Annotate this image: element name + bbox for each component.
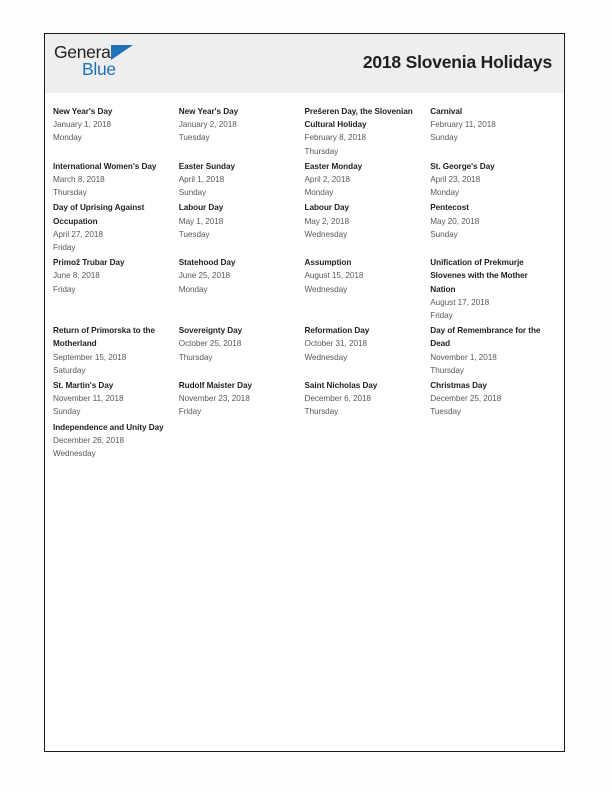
holiday-name: Carnival	[430, 107, 463, 116]
holiday-name: Sovereignty Day	[178, 326, 243, 336]
holiday-entry	[305, 256, 431, 322]
holiday-row	[53, 421, 556, 461]
holiday-weekday: Thursday	[304, 407, 339, 417]
holiday-name: New Year's Day	[53, 107, 113, 116]
holiday-date: August 17, 2018	[430, 297, 490, 307]
holiday-date: January 1, 2018	[53, 120, 111, 130]
holiday-weekday: Monday	[430, 188, 460, 198]
holiday-entry	[430, 201, 556, 254]
holiday-date: December 6, 2018	[304, 394, 372, 404]
holiday-grid	[45, 93, 564, 751]
page-title: 2018 Slovenia Holidays	[362, 52, 552, 72]
holiday-entry	[430, 160, 556, 200]
holiday-weekday: Friday	[53, 284, 76, 294]
holiday-date: May 1, 2018	[178, 216, 224, 226]
holiday-entry	[430, 379, 556, 419]
holiday-entry	[179, 324, 305, 377]
holiday-weekday: Thursday	[430, 365, 464, 375]
holiday-name: Statehood Day	[178, 258, 236, 268]
holiday-weekday: Wednesday	[304, 352, 348, 362]
holiday-entry	[53, 160, 179, 200]
holiday-date: October 31, 2018	[304, 339, 367, 349]
holiday-weekday: Wednesday	[304, 229, 348, 239]
holiday-entry	[430, 324, 556, 377]
holiday-entry	[305, 379, 431, 419]
holiday-name: Independence and Unity Day	[53, 422, 164, 432]
holiday-date: February 11, 2018	[430, 120, 496, 130]
holiday-row	[53, 201, 556, 254]
holiday-date: August 15, 2018	[304, 271, 364, 281]
holiday-weekday: Saturday	[53, 365, 86, 375]
holiday-row	[53, 256, 556, 322]
holiday-date: April 1, 2018	[178, 175, 225, 185]
holiday-name: Reformation Day	[304, 326, 370, 336]
holiday-date: December 26, 2018	[53, 435, 125, 445]
holiday-entry	[305, 160, 431, 200]
holiday-entry	[179, 105, 305, 158]
holiday-weekday: Friday	[178, 407, 202, 417]
holiday-entry	[53, 256, 179, 322]
holiday-entry	[53, 105, 179, 158]
holiday-name: Labour Day	[178, 203, 224, 213]
holiday-name: Assumption	[304, 258, 352, 268]
holiday-date: November 23, 2018	[178, 394, 250, 404]
holiday-entry	[305, 324, 431, 377]
holiday-weekday: Friday	[53, 243, 76, 253]
holiday-name: Day of Uprising Against Occupation	[53, 203, 145, 226]
blue-triangle-flag-icon	[111, 45, 133, 60]
holiday-name: Easter Sunday	[178, 161, 235, 171]
holiday-entry	[179, 201, 305, 254]
holiday-name: Rudolf Maister Day	[178, 381, 253, 391]
holiday-weekday: Tuesday	[178, 229, 210, 239]
holiday-date: April 2, 2018	[304, 175, 350, 185]
holiday-name: Christmas Day	[430, 381, 487, 391]
holiday-entry	[430, 105, 556, 158]
holiday-name: Primož Trubar Day	[53, 258, 125, 268]
holiday-calendar-page	[44, 33, 565, 752]
holiday-name: New Year's Day	[178, 107, 239, 116]
holiday-name: Day of Remembrance for the Dead	[430, 326, 541, 349]
holiday-row	[53, 379, 556, 419]
holiday-name: Saint Nicholas Day	[304, 381, 378, 391]
holiday-name: Pentecost	[430, 203, 469, 213]
holiday-entry	[179, 379, 305, 419]
holiday-weekday: Friday	[430, 311, 453, 321]
holiday-weekday: Sunday	[178, 188, 207, 198]
holiday-weekday: Tuesday	[178, 133, 210, 143]
holiday-date: September 15, 2018	[53, 352, 127, 362]
holiday-date: November 11, 2018	[53, 394, 124, 404]
holiday-name: St. Martin's Day	[53, 381, 114, 391]
holiday-weekday: Thursday	[53, 188, 87, 198]
holiday-date: May 20, 2018	[430, 216, 480, 226]
holiday-name: Easter Monday	[304, 161, 363, 171]
holiday-row	[53, 160, 556, 200]
holiday-date: June 25, 2018	[178, 271, 230, 281]
holiday-entry	[179, 256, 305, 322]
holiday-name: International Women's Day	[53, 161, 157, 171]
holiday-weekday: Monday	[304, 188, 334, 198]
holiday-entry	[53, 379, 179, 419]
holiday-entry	[305, 105, 431, 158]
page-header	[45, 34, 564, 93]
holiday-weekday: Sunday	[430, 229, 458, 239]
holiday-name: Unification of Prekmurje Slovenes with the Mother Nation	[430, 258, 528, 294]
holiday-date: December 25, 2018	[430, 394, 502, 404]
holiday-weekday: Tuesday	[430, 407, 461, 417]
holiday-entry	[53, 421, 179, 461]
holiday-date: April 23, 2018	[430, 175, 481, 185]
holiday-date: October 25, 2018	[178, 339, 242, 349]
holiday-name: St. George's Day	[430, 161, 495, 171]
holiday-date: April 27, 2018	[53, 229, 103, 239]
holiday-weekday: Thursday	[304, 146, 339, 156]
holiday-date: March 8, 2018	[53, 175, 105, 185]
holiday-weekday: Wednesday	[53, 449, 96, 459]
holiday-date: May 2, 2018	[304, 216, 350, 226]
holiday-entry	[430, 256, 556, 322]
holiday-date: June 8, 2018	[53, 271, 100, 281]
holiday-date: January 2, 2018	[178, 120, 237, 130]
holiday-entry	[305, 201, 431, 254]
holiday-entry	[179, 160, 305, 200]
logo-text-general: General	[54, 42, 115, 62]
holiday-name: Labour Day	[304, 203, 350, 213]
holiday-row	[53, 324, 556, 377]
holiday-entry	[53, 201, 179, 254]
holiday-weekday: Wednesday	[304, 284, 348, 294]
holiday-entry	[53, 324, 179, 377]
holiday-weekday: Monday	[178, 284, 208, 294]
holiday-date: November 1, 2018	[430, 352, 497, 362]
holiday-name: Return of Primorska to the Motherland	[53, 326, 155, 349]
general-blue-logo	[54, 44, 154, 86]
holiday-name: Prešeren Day, the Slovenian Cultural Holiday	[304, 107, 413, 130]
holiday-row	[53, 105, 556, 158]
logo-text-blue: Blue	[82, 59, 116, 79]
holiday-date: February 8, 2018	[304, 133, 367, 143]
holiday-weekday: Sunday	[430, 133, 458, 143]
holiday-weekday: Sunday	[53, 407, 81, 417]
holiday-weekday: Thursday	[178, 352, 213, 362]
holiday-weekday: Monday	[53, 133, 82, 143]
